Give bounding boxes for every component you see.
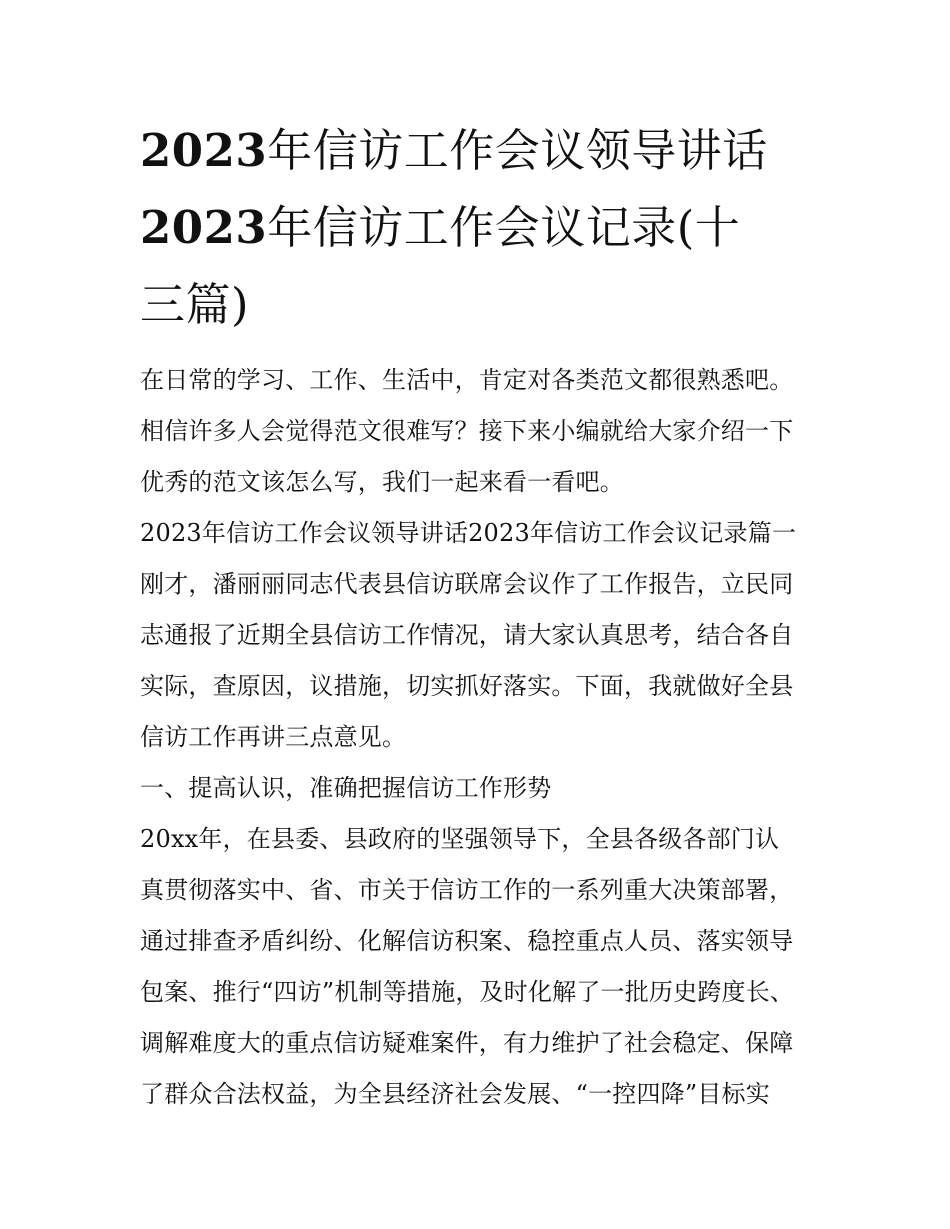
title-text: 年信访工作会议记录(十 bbox=[267, 201, 741, 254]
body-line: 20xx年，在县委、县政府的坚强领导下，全县各级各部门认 bbox=[140, 825, 780, 853]
body-line: 调解难度大的重点信访疑难案件，有力维护了社会稳定、保障 bbox=[140, 1029, 794, 1057]
body-line: 通过排查矛盾纠纷、化解信访积案、稳控重点人员、落实领导 bbox=[140, 927, 794, 955]
document-title bbox=[140, 112, 820, 343]
body-line: 刚才，潘丽丽同志代表县信访联席会议作了工作报告，立民同 bbox=[140, 570, 794, 598]
title-year: 2023 bbox=[140, 124, 268, 177]
body-line: 优秀的范文该怎么写，我们一起来看一看吧。 bbox=[140, 468, 624, 496]
body-line: 相信许多人会觉得范文很难写？接下来小编就给大家介绍一下 bbox=[140, 417, 794, 445]
body-line: 了群众合法权益，为全县经济社会发展、“一控四降”目标实 bbox=[140, 1080, 770, 1108]
document-page bbox=[140, 112, 820, 1120]
body-line: 志通报了近期全县信访工作情况，请大家认真思考，结合各自 bbox=[140, 621, 794, 649]
body-line: 信访工作再讲三点意见。 bbox=[140, 723, 407, 751]
body-line: 包案、推行“四访”机制等措施，及时化解了一批历史跨度长、 bbox=[140, 978, 795, 1006]
title-line-1 bbox=[140, 112, 820, 189]
title-text: 三篇) bbox=[140, 278, 250, 331]
title-line-2 bbox=[140, 189, 820, 266]
body-line: 在日常的学习、工作、生活中，肯定对各类范文都很熟悉吧。 bbox=[140, 366, 794, 394]
document-body bbox=[140, 355, 820, 1120]
section-heading-line: 2023年信访工作会议领导讲话2023年信访工作会议记录篇一 bbox=[140, 519, 797, 547]
body-line: 实际，查原因，议措施，切实抓好落实。下面，我就做好全县 bbox=[140, 672, 794, 700]
title-text: 年信访工作会议领导讲话 bbox=[267, 124, 768, 177]
title-year: 2023 bbox=[140, 201, 268, 254]
title-line-3 bbox=[140, 266, 820, 343]
section-heading-line: 一、提高认识，准确把握信访工作形势 bbox=[140, 774, 552, 802]
body-line: 真贯彻落实中、省、市关于信访工作的一系列重大决策部署， bbox=[140, 876, 794, 904]
